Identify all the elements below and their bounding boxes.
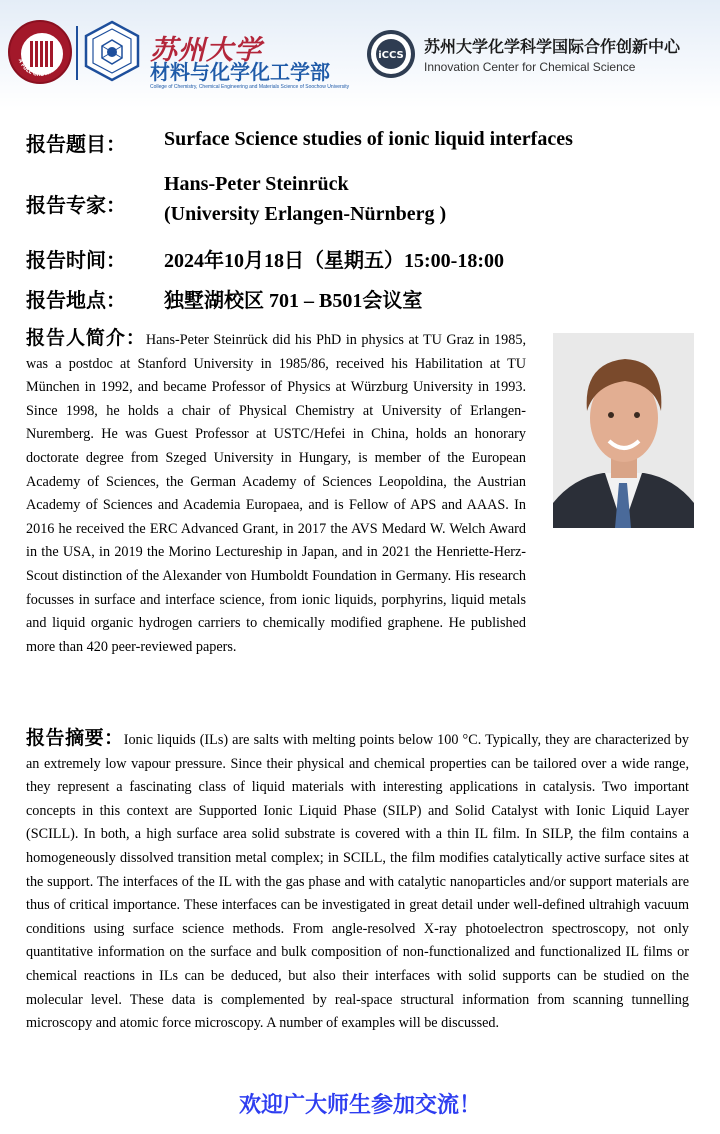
speaker-name: Hans-Peter Steinrück [164, 173, 349, 195]
school-emblem-logo [84, 20, 140, 82]
abstract-text: Ionic liquids (ILs) are salts with melting points below 100 °C. Typically, they are characterized by an extremely low vapour pressure. Since their physical and chemical properties can be tailored over a wide range, they represent a fascinating class of liquid materials with interesting applications in catalysis. Two important concepts in this context are Supported Ionic Liquid Phase (SILP) and Solid Catalyst with Ionic Liquid Layer (SCILL). In both, a high surface area solid substrate is covered with a thin IL film. In SILP, the film contains a homogeneously dissolved transition metal complex; in SCILL, the film modifies catalytically active surface sites at the support. The interfaces of the IL with the gas phase and with catalytic nanoparticles and/or support materials are thus of critical importance. These interfaces can be investigated in great detail under well-defined ultrahigh vacuum conditions using surface science methods. From angle-resolved X-ray photoelectron spectroscopy, not only quantitative information on the surface and bulk composition of non-functionalized and functionalized IL films or chemical reactions in ILs can be deduced, but also their interfaces with solid supports can be studied on the molecular level. These data is complemented by real-space structural information from scanning tunnelling microscopy and atomic force microscopy. A number of examples will be discussed. [26, 732, 689, 1032]
speaker-bio [26, 327, 526, 659]
venue-label: 报告地点： [26, 288, 126, 312]
school-name: 材料与化学化工学部 [150, 60, 330, 84]
speaker-label: 报告专家： [26, 193, 126, 217]
abstract-label: 报告摘要： [26, 727, 124, 749]
logo-divider [76, 26, 78, 80]
svg-text:A FULL GROWN MAN [17, 58, 64, 78]
speaker-affiliation: (University Erlangen-Nürnberg ) [164, 203, 447, 225]
iccs-logo [366, 29, 416, 79]
center-name-cn: 苏州大学化学科学国际合作创新中心 [424, 37, 681, 56]
abstract [26, 727, 689, 1036]
speaker-portrait [553, 333, 694, 528]
talk-time: 2024年10月18日（星期五）15:00-18:00 [164, 250, 504, 272]
time-label: 报告时间： [26, 248, 126, 272]
header-banner [0, 0, 720, 108]
bio-label: 报告人简介： [26, 327, 146, 349]
welcome-message: 欢迎广大师生参加交流！ [238, 1093, 481, 1118]
iccs-abbr: iCCS [378, 50, 404, 61]
school-english-name: College of Chemistry, Chemical Engineering and Materials Science of Soochow University [150, 84, 350, 90]
seal-motto: A FULL GROWN MAN [16, 57, 64, 79]
talk-title: Surface Science studies of ionic liquid interfaces [164, 128, 573, 150]
center-name-en: Innovation Center for Chemical Science [424, 60, 636, 74]
university-name: 苏州大学 [150, 35, 262, 66]
bio-text: Hans-Peter Steinrück did his PhD in physics at TU Graz in 1985, was a postdoc at Stanford University in 1985/86, received his Habilitation at TU München in 1992, and became Professor of Physics at Würzburg University in 1993. Since 1998, he holds a chair of Physical Chemistry at University of Erlangen-Nuremberg. He was Guest Professor at USTC/Hefei in China, holds an honorary doctorate degree from Szeged University in Hungary, is member of the European Academy of Sciences, the German Academy of Sciences Leopoldina, the Austrian Academy of Sciences and Academia Europaea, and is Fellow of APS and AAAS. In 2016 he received the ERC Advanced Grant, in 2017 the AVS Medard W. Welch Award in the USA, in 2019 the Morino Lectureship in Japan, and in 2021 the Henriette-Herz-Scout distinction of the Alexander von Humboldt Foundation in Germany. His research focusses in surface and interface science, from ionic liquids, porphyrins, liquid metals and liquid organic hydrogen carriers to chemically modified graphene. He published more than 420 peer-reviewed papers. [26, 332, 526, 655]
title-label: 报告题目： [26, 132, 126, 156]
university-seal-logo [8, 20, 72, 84]
talk-venue: 独墅湖校区 701 – B501会议室 [164, 290, 423, 312]
